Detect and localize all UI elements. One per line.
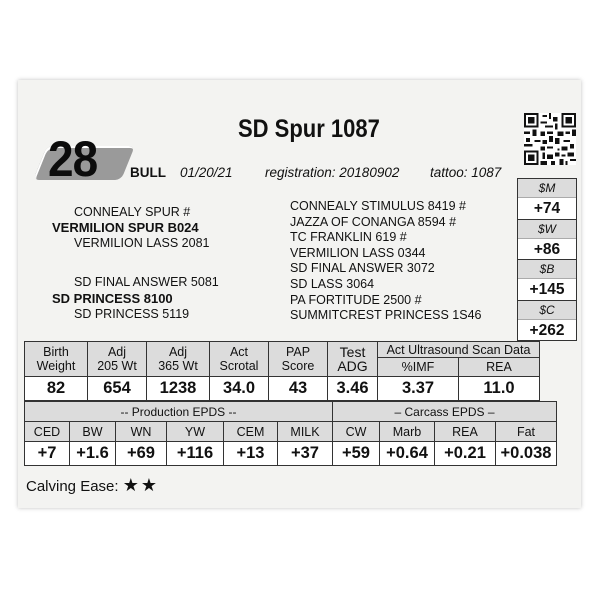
header-carcass-rea: REA <box>435 422 496 442</box>
header-milk: MILK <box>278 422 333 442</box>
header-fat: Fat <box>496 422 557 442</box>
index-label: $B <box>518 260 576 279</box>
birth-weight-value: 82 <box>25 377 88 401</box>
star-icon: ★★ <box>122 475 160 495</box>
sire-pedigree <box>74 205 190 220</box>
wn-value: +69 <box>116 442 167 466</box>
grandparent: VERMILION LASS 0344 <box>290 245 426 260</box>
test-adg-value: 3.46 <box>328 377 378 401</box>
grandparents-list <box>290 199 481 324</box>
pap-value: 43 <box>269 377 328 401</box>
sire: VERMILION SPUR B024 <box>52 220 199 235</box>
birth-date: 01/20/21 <box>180 165 233 180</box>
lot-number-badge <box>40 132 130 188</box>
header-marb: Marb <box>380 422 435 442</box>
yw-value: +116 <box>167 442 224 466</box>
header-test-adg: Test ADG <box>328 342 378 377</box>
header-cw: CW <box>333 422 380 442</box>
bw-value: +1.6 <box>70 442 116 466</box>
animal-name: SD Spur 1087 <box>238 115 380 143</box>
index-value: +262 <box>529 321 565 339</box>
tattoo: tattoo: 1087 <box>430 165 502 180</box>
registration-number: registration: 20180902 <box>265 165 400 180</box>
index-label: $C <box>518 301 576 320</box>
index-value: +145 <box>518 279 576 301</box>
carcass-epds-title: – Carcass EPDS – <box>333 402 557 422</box>
header-wn: WN <box>116 422 167 442</box>
adj-365-value: 1238 <box>147 377 210 401</box>
header-adj-205: Adj 205 Wt <box>88 342 147 377</box>
header-scrotal: Act Scrotal <box>210 342 269 377</box>
dam-sire-block <box>74 275 219 290</box>
index-value: +74 <box>518 198 576 220</box>
sire-block <box>52 220 199 235</box>
milk-value: +37 <box>278 442 333 466</box>
cw-value: +59 <box>333 442 380 466</box>
ced-value: +7 <box>25 442 70 466</box>
dam-dam-block <box>74 307 189 322</box>
header-yw: YW <box>167 422 224 442</box>
header-bw: BW <box>70 422 116 442</box>
grandparent: JAZZA OF CONANGA 8594 # <box>290 214 457 229</box>
grandparent: TC FRANKLIN 619 # <box>290 230 407 245</box>
dam-block <box>52 291 173 306</box>
calving-ease <box>26 475 159 496</box>
header-imf: %IMF <box>378 358 459 377</box>
index-label: $W <box>518 220 576 239</box>
lot-number: 28 <box>48 131 98 187</box>
dam-sire: SD FINAL ANSWER 5081 <box>74 275 219 289</box>
epd-table <box>24 401 557 466</box>
imf-value: 3.37 <box>378 377 459 401</box>
qr-code-icon <box>524 113 576 165</box>
index-value: +86 <box>518 239 576 261</box>
ultrasound-title: Act Ultrasound Scan Data <box>378 342 540 358</box>
sire-dam-block <box>74 236 209 251</box>
performance-table <box>24 341 540 401</box>
header-pap: PAP Score <box>269 342 328 377</box>
grandparent: SUMMITCREST PRINCESS 1S46 <box>290 308 482 323</box>
cem-value: +13 <box>224 442 278 466</box>
header-birth-weight: Birth Weight <box>25 342 88 377</box>
grandparent: CONNEALY STIMULUS 8419 # <box>290 199 466 213</box>
marb-value: +0.64 <box>380 442 435 466</box>
sire-dam: VERMILION LASS 2081 <box>74 236 210 250</box>
dam: SD PRINCESS 8100 <box>52 291 173 306</box>
carcass-rea-value: +0.21 <box>435 442 496 466</box>
sex: BULL <box>130 165 166 180</box>
index-label: $M <box>518 179 576 198</box>
calving-ease-label: Calving Ease: <box>26 478 119 495</box>
dollar-index-box <box>517 178 577 341</box>
dam-dam: SD PRINCESS 5119 <box>74 307 190 321</box>
fat-value: +0.038 <box>496 442 557 466</box>
sire-sire: CONNEALY SPUR # <box>74 205 191 219</box>
grandparent: PA FORTITUDE 2500 # <box>290 292 422 307</box>
production-epds-title: -- Production EPDS -- <box>25 402 333 422</box>
header-rea: REA <box>459 358 540 377</box>
header-adj-365: Adj 365 Wt <box>147 342 210 377</box>
header-cem: CEM <box>224 422 278 442</box>
grandparent: SD LASS 3064 <box>290 276 375 291</box>
scrotal-value: 34.0 <box>210 377 269 401</box>
rea-value: 11.0 <box>459 377 540 401</box>
adj-205-value: 654 <box>88 377 147 401</box>
header-ced: CED <box>25 422 70 442</box>
grandparent: SD FINAL ANSWER 3072 <box>290 261 435 276</box>
